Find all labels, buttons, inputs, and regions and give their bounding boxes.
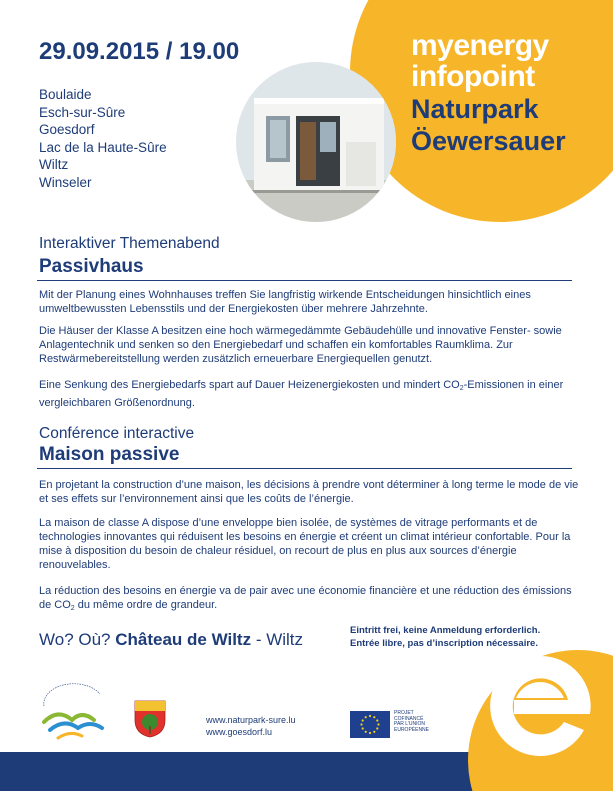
town-item: Wiltz [39,157,69,172]
link-goesdorf[interactable]: www.goesdorf.lu [206,727,273,737]
entry-info-de: Eintritt frei, keine Anmeldung erforderlich. [350,625,541,636]
eu-cofinance-text: PROJET COFINANCÉ PAR L’UNION EUROPÉENNE [394,710,430,733]
brand-line-infopoint: infopoint [411,60,535,93]
brand-line-naturpark: Naturpark [411,94,539,124]
brand-title [411,30,566,156]
naturpark-logo [38,682,124,744]
fr-paragraph-3: La réduction des besoins en énergie va de pair avec une économie financière et une réduction des émissions de $CO_2$ du même ordre de grandeur. [39,585,572,612]
fr-divider [37,468,572,469]
town-item: Goesdorf [39,122,95,137]
house-photo [236,62,396,222]
venue-name: Château de Wiltz [115,630,252,649]
event-datetime: 29.09.2015 / 19.00 [39,38,240,65]
entry-info-fr: Entrée libre, pas d’inscription nécessaire. [350,638,538,649]
municipal-crest-icon [134,700,166,738]
web-links [206,714,296,738]
brand-line-myenergy: myenergy [411,29,549,62]
fr-subtitle: Conférence interactive [39,425,195,442]
fr-paragraph-2: La maison de classe A dispose d’une enveloppe bien isolée, de systèmes de vitrage performants et de technologies innovantes qui réduisent les besoins en énergie et créent un climat intérieur confortable. Pour la mise à disposition du besoin de chaleur résiduel, on recourt de plus en plus aux sources d’énergie renouvelables. [39,517,571,571]
event-location: Wo? Où? Château de Wiltz - Wiltz [39,630,304,649]
de-paragraph-2: Die Häuser der Klasse A besitzen eine hoch wärmegedämmte Gebäudehülle und innovative Fenster- sowie Anlagentechnik und senken so den Energiebedarf und schaffen ein komfortables Raumklima. Zur Restwärmebereitstellung werden zusätzlich erneuerbare Energiequellen genutzt. [39,325,562,365]
town-item: Winseler [39,174,92,190]
town-item: Lac de la Haute-Sûre [39,139,167,155]
town-item: Esch-sur-Sûre [39,104,126,120]
brand-line-oewersauer: Öewersauer [411,126,566,156]
fr-title: Maison passive [39,444,180,465]
de-paragraph-3: Eine Senkung des Energiebedarfs spart auf Dauer Heizenergiekosten und mindert $CO_2$-Emissionen in einer vergleichbaren Größenordnung. [39,379,564,409]
town-list [39,86,167,191]
link-naturpark[interactable]: www.naturpark-sure.lu [206,715,296,725]
town-item: Boulaide [39,87,92,102]
de-paragraph-1: Mit der Planung eines Wohnhauses treffen Sie langfristig wirkende Entscheidungen hinsichtlich eines umweltbewussten Lebensstils und der Energiekosten über mehrere Jahrzehnte. [39,289,531,315]
energy-e-icon [476,642,604,770]
fr-paragraph-1: En projetant la construction d’une maison, les décisions à prendre vont déterminer à long terme le mode de vie et ses effets sur l’environnement ainsi que les coûts de l’énergie. [39,479,579,505]
de-title: Passivhaus [39,256,144,277]
de-subtitle: Interaktiver Themenabend [39,235,220,252]
eu-flag-icon [350,711,390,738]
de-divider [37,280,572,281]
